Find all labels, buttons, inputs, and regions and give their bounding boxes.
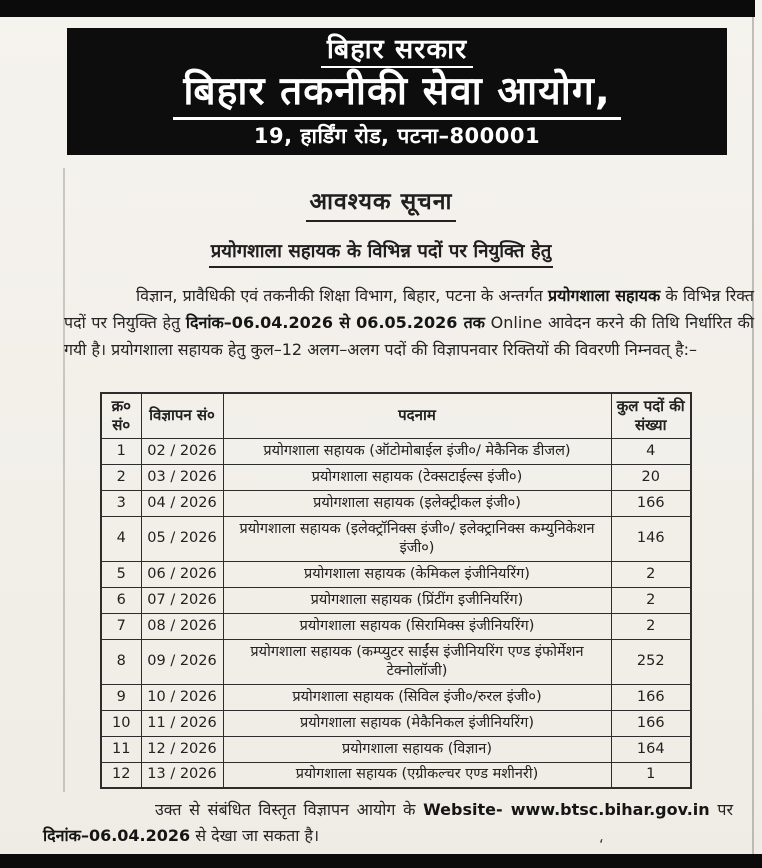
cell-serial: 11 — [101, 736, 141, 762]
table-row — [101, 710, 691, 736]
cell-total: 1 — [611, 762, 691, 788]
vacancy-table — [100, 392, 692, 789]
table-row — [101, 516, 691, 561]
cell-post: प्रयोगशाला सहायक (प्रिंटींग इजीनियरिंग) — [223, 587, 611, 613]
cell-advert: 02 / 2026 — [141, 438, 223, 464]
cell-serial: 9 — [101, 684, 141, 710]
cell-advert: 03 / 2026 — [141, 464, 223, 490]
cell-serial: 8 — [101, 639, 141, 684]
cell-advert: 09 / 2026 — [141, 639, 223, 684]
table-row — [101, 684, 691, 710]
commission-name: बिहार तकनीकी सेवा आयोग, — [173, 70, 620, 120]
closing-text-1: उक्त से संबंधित विस्तृत विज्ञापन आयोग के — [155, 800, 424, 819]
notice-title — [0, 184, 762, 222]
closing-date: दिनांक–06.04.2026 — [43, 826, 191, 845]
cell-advert: 04 / 2026 — [141, 490, 223, 516]
cell-post: प्रयोगशाला सहायक (मेकैनिकल इंजीनियरिंग) — [223, 710, 611, 736]
col-header-serial-no: क्र० सं० — [101, 393, 141, 438]
cell-post: प्रयोगशाला सहायक (इलेक्ट्रॉनिक्स इंजी०/ इलेक्ट्रानिक्स कम्युनिकेशन इंजी०) — [223, 516, 611, 561]
cell-serial: 7 — [101, 613, 141, 639]
cell-post: प्रयोगशाला सहायक (विज्ञान) — [223, 736, 611, 762]
col-header-post-name: पदनाम — [223, 393, 611, 438]
table-row — [101, 613, 691, 639]
page-edge-line-right — [752, 17, 754, 855]
table-row — [101, 561, 691, 587]
intro-paragraph — [64, 282, 754, 363]
commission-address: 19, हार्डिंग रोड, पटना–800001 — [253, 124, 541, 149]
cell-total: 2 — [611, 613, 691, 639]
notice-title-text: आवश्यक सूचना — [306, 184, 457, 222]
cell-post: प्रयोगशाला सहायक (ऑटोमोबाईल इंजी०/ मेकैनिक डीजल) — [223, 438, 611, 464]
cell-advert: 05 / 2026 — [141, 516, 223, 561]
cell-advert: 06 / 2026 — [141, 561, 223, 587]
bottom-letterbox-bar — [0, 854, 762, 868]
table-header-row — [101, 393, 691, 438]
government-name: बिहार सरकार — [321, 35, 473, 69]
cell-total: 252 — [611, 639, 691, 684]
notice-subtitle — [0, 238, 762, 268]
table-row — [101, 736, 691, 762]
table-row — [101, 464, 691, 490]
cell-serial: 10 — [101, 710, 141, 736]
cell-advert: 13 / 2026 — [141, 762, 223, 788]
notice-subtitle-text: प्रयोगशाला सहायक के विभिन्न पदों पर नियुक्ति हेतु — [209, 238, 554, 268]
cell-advert: 10 / 2026 — [141, 684, 223, 710]
cell-total: 164 — [611, 736, 691, 762]
intro-text-1: विज्ञान, प्रावैधिकी एवं तकनीकी शिक्षा विभाग, बिहार, पटना के अन्तर्गत — [136, 286, 548, 305]
intro-bold-dates: दिनांक–06.04.2026 से 06.05.2026 तक — [185, 313, 485, 332]
cell-post: प्रयोगशाला सहायक (सिरामिक्स इंजीनियरिंग) — [223, 613, 611, 639]
cell-total: 2 — [611, 587, 691, 613]
cell-advert: 07 / 2026 — [141, 587, 223, 613]
letterhead — [67, 28, 727, 155]
table-row — [101, 490, 691, 516]
cell-total: 4 — [611, 438, 691, 464]
cell-advert: 08 / 2026 — [141, 613, 223, 639]
scan-artifact-mark: ‘ — [599, 836, 604, 854]
closing-paragraph — [43, 797, 733, 849]
cell-total: 166 — [611, 684, 691, 710]
cell-serial: 2 — [101, 464, 141, 490]
closing-text-3: से देखा जा सकता है। — [190, 826, 320, 845]
table-row — [101, 639, 691, 684]
cell-serial: 1 — [101, 438, 141, 464]
closing-website: Website- www.btsc.bihar.gov.in — [423, 800, 710, 819]
cell-advert: 11 / 2026 — [141, 710, 223, 736]
cell-advert: 12 / 2026 — [141, 736, 223, 762]
cell-post: प्रयोगशाला सहायक (एग्रीकल्चर एण्ड मशीनरी) — [223, 762, 611, 788]
cell-serial: 3 — [101, 490, 141, 516]
cell-serial: 5 — [101, 561, 141, 587]
col-header-total-posts: कुल पदों की संख्या — [611, 393, 691, 438]
cell-serial: 4 — [101, 516, 141, 561]
cell-total: 20 — [611, 464, 691, 490]
closing-text-2: पर — [709, 800, 733, 819]
top-letterbox-bar — [0, 0, 755, 17]
cell-serial: 6 — [101, 587, 141, 613]
cell-post: प्रयोगशाला सहायक (कम्प्युटर साईंस इंजीनियरिंग एण्ड इंफोर्मेशन टेक्नोलॉजी) — [223, 639, 611, 684]
cell-total: 2 — [611, 561, 691, 587]
col-header-advert-no: विज्ञापन सं० — [141, 393, 223, 438]
table-row — [101, 438, 691, 464]
cell-serial: 12 — [101, 762, 141, 788]
cell-post: प्रयोगशाला सहायक (इलेक्ट्रीकल इंजी०) — [223, 490, 611, 516]
cell-post: प्रयोगशाला सहायक (सिविल इंजी०/रुरल इंजी०) — [223, 684, 611, 710]
cell-total: 166 — [611, 490, 691, 516]
cell-post: प्रयोगशाला सहायक (टेक्सटाईल्स इंजी०) — [223, 464, 611, 490]
intro-text-2: के विभिन्न रिक्त पदों पर नियुक्ति हेतु — [64, 286, 755, 332]
intro-text-3: Online आवेदन करने की तिथि निर्धारित की गयी है। प्रयोगशाला सहायक हेतु कुल–12 अलग–अलग पदों की विज्ञापनवार रिक्तियों की विवरणी निम्नवत् है:– — [64, 313, 755, 359]
cell-total: 146 — [611, 516, 691, 561]
table-row — [101, 762, 691, 788]
table-row — [101, 587, 691, 613]
cell-total: 166 — [611, 710, 691, 736]
intro-bold-post-name: प्रयोगशाला सहायक — [547, 286, 661, 305]
cell-post: प्रयोगशाला सहायक (केमिकल इंजीनियरिंग) — [223, 561, 611, 587]
